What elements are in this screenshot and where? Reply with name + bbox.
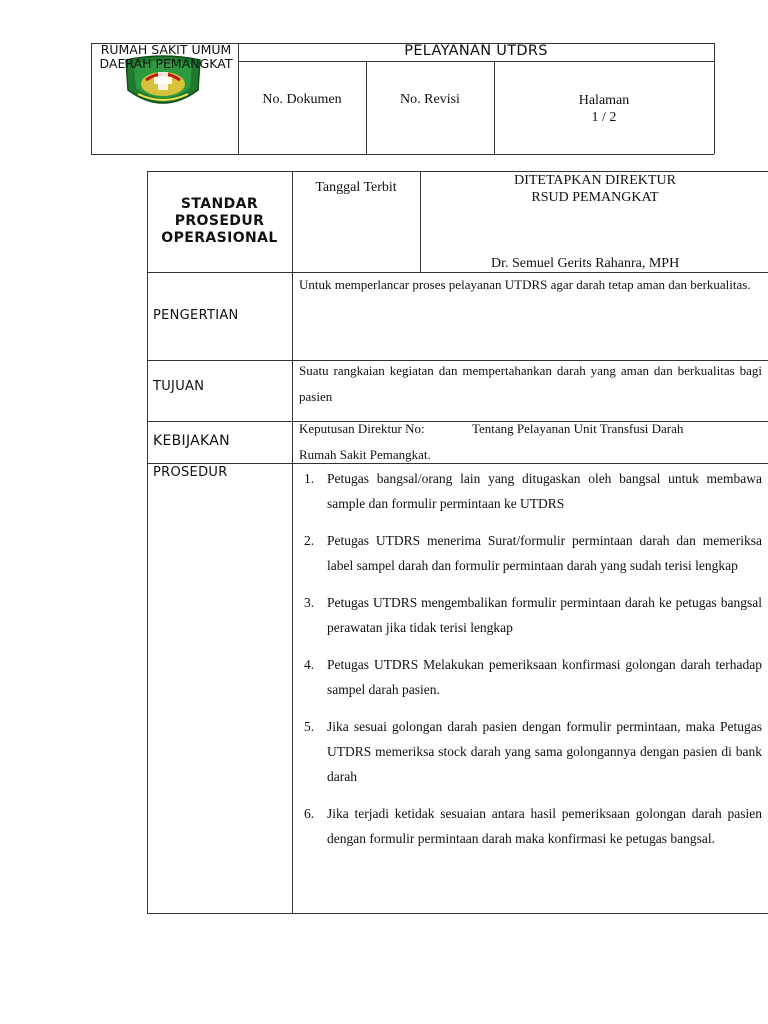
halaman-value: 1 / 2 (591, 110, 617, 125)
signatory-name: Dr. Semuel Gerits Rahanra, MPH (491, 256, 680, 271)
prosedur-step: 1. Petugas bangsal/orang lain yang ditugaskan oleh bangsal untuk membawa sample dan formulir permintaan ke UTDRS (304, 471, 762, 511)
kebijakan-label: KEBIJAKAN (153, 433, 230, 449)
prosedur-list (299, 466, 762, 851)
pengertian-text: Untuk memperlancar proses pelayanan UTDRS agar darah tetap aman dan berkualitas. (299, 277, 751, 292)
ditetapkan-line1: DITETAPKAN DIREKTUR (514, 173, 676, 188)
prosedur-step: 6. Jika terjadi ketidak sesuaian antara hasil pemeriksaan golongan darah pasien dengan formulir permintaan darah maka konfirmasi ke petugas bangsal. (304, 806, 762, 846)
prosedur-label: PROSEDUR (153, 465, 228, 480)
halaman-label: Halaman (578, 93, 630, 108)
kebijakan-part1: Keputusan Direktur No: (299, 421, 425, 436)
hospital-name: RUMAH SAKIT UMUM DAERAH PEMANGKAT (99, 42, 233, 71)
ditetapkan-block (480, 172, 710, 206)
no-dokumen-label: No. Dokumen (262, 92, 342, 107)
prosedur-step: 3. Petugas UTDRS mengembalikan formulir permintaan darah ke petugas bangsal perawatan jika tidak terisi lengkap (304, 595, 762, 635)
kebijakan-part3: Rumah Sakit Pemangkat. (299, 447, 431, 462)
prosedur-step: 2. Petugas UTDRS menerima Surat/formulir permintaan darah dan memeriksa label sampel darah dan formulir permintaan darah yang sudah terisi lengkap (304, 533, 762, 573)
prosedur-step: 4. Petugas UTDRS Melakukan pemeriksaan konfirmasi golongan darah terhadap sampel darah pasien. (304, 657, 762, 697)
kebijakan-part2: Tentang Pelayanan Unit Transfusi Darah (472, 421, 684, 436)
tujuan-label: TUJUAN (153, 379, 205, 394)
halaman-cell (494, 92, 714, 126)
tanggal-terbit-label: Tanggal Terbit (315, 180, 397, 195)
sop-title: STANDAR PROSEDUR OPERASIONAL (161, 196, 278, 246)
document-title: PELAYANAN UTDRS (404, 43, 548, 59)
pengertian-label: PENGERTIAN (153, 308, 239, 323)
no-revisi-label: No. Revisi (400, 92, 460, 107)
tujuan-text: Suatu rangkaian kegiatan dan mempertahankan darah yang aman dan berkualitas bagi pasien (299, 363, 762, 404)
ditetapkan-line2: RSUD PEMANGKAT (531, 190, 659, 205)
prosedur-step: 5. Jika sesuai golongan darah pasien dengan formulir permintaan, maka Petugas UTDRS memeriksa stock darah yang sama golongannya dengan pasien di bank darah (304, 719, 762, 784)
